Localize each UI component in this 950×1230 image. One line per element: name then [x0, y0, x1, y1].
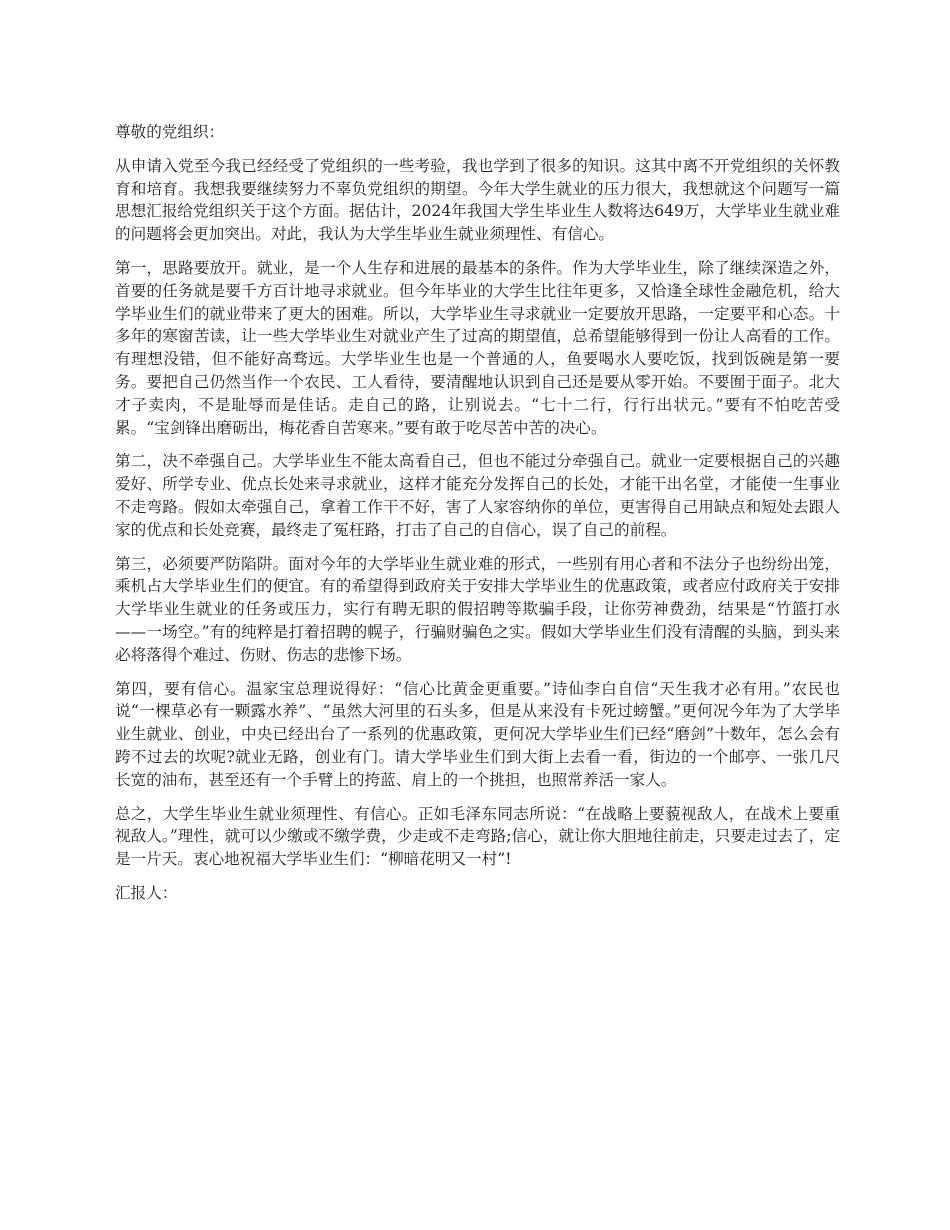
paragraph-fourth-point: 第四，要有信心。温家宝总理说得好：“信心比黄金更重要。”诗仙李白自信“天生我才必有用。”农民也说“一棵草必有一颗露水养”、“虽然大河里的石头多，但是从来没有卡死过螃蟹。”更何况今年为了大学毕业生就业、创业，中央已经出台了一系列的优惠政策，更何况大学毕业生们已经“磨剑”十数年，怎么会有跨不过去的坎呢?就业无路，创业有门。请大学毕业生们到大街上去看一看，街边的一个邮亭、一张几尺长宽的油布，甚至还有一个手臂上的挎蓝、肩上的一个挑担，也照常养活一家人。: [115, 679, 840, 789]
paragraph-intro: 从申请入党至今我已经经受了党组织的一些考验，我也学到了很多的知识。这其中离不开党组织的关怀教育和培育。我想我要继续努力不辜负党组织的期望。今年大学生就业的压力很大，我想就这个问题写一篇思想汇报给党组织关于这个方面。据估计，2024年我国大学生毕业生人数将达649万，大学毕业生就业难的问题将会更加突出。对此，我认为大学生毕业生就业须理性、有信心。: [115, 156, 840, 244]
signature-line: 汇报人：: [115, 883, 178, 902]
paragraph-first-point: 第一，思路要放开。就业，是一个人生存和进展的最基本的条件。作为大学毕业生，除了继续深造之外，首要的任务就是要千方百计地寻求就业。但今年毕业的大学生比往年更多，又恰逢全球性金融危机，给大学毕业生们的就业带来了更大的困难。所以，大学毕业生寻求就业一定要放开思路，一定要平和心态。十多年的寒窗苦读，让一些大学毕业生对就业产生了过高的期望值，总希望能够得到一份让人高看的工作。有理想没错，但不能好高骛远。大学毕业生也是一个普通的人，鱼要喝水人要吃饭，找到饭碗是第一要务。要把自己仍然当作一个农民、工人看待，要清醒地认识到自己还是要从零开始。不要囿于面子。北大才子卖肉，不是耻辱而是佳话。走自己的路，让别说去。“七十二行，行行出状元。”要有不怕吃苦受累。“宝剑锋出磨砺出，梅花香自苦寒来。”要有敢于吃尽苦中苦的决心。: [115, 258, 840, 437]
salutation: 尊敬的党组织：: [115, 123, 225, 141]
paragraph-conclusion: 总之，大学生毕业生就业须理性、有信心。正如毛泽东同志所说：“在战略上要藐视敌人，在战术上要重视敌人。”理性，就可以少缴或不缴学费，少走或不走弯路;信心，就让你大胆地往前走，只要走过去了，定是一片天。衷心地祝福大学毕业生们：“柳暗花明又一村”!: [115, 804, 840, 869]
paragraph-third-point: 第三，必须要严防陷阱。面对今年的大学毕业生就业难的形式，一些别有用心者和不法分子也纷纷出笼，乘机占大学毕业生们的便宜。有的希望得到政府关于安排大学毕业生的优惠政策，或者应付政府关于安排大学毕业生就业的任务或压力，实行有聘无职的假招聘等欺骗手段，让你劳神费劲，结果是“竹篮打水——一场空。”有的纯粹是打着招聘的幌子，行骗财骗色之实。假如大学毕业生们没有清醒的头脑，到头来必将落得个难过、伤财、伤志的悲惨下场。: [115, 554, 840, 664]
paragraph-second-point: 第二，决不牵强自己。大学毕业生不能太高看自己，但也不能过分牵强自己。就业一定要根据自己的兴趣爱好、所学专业、优点长处来寻求就业，这样才能充分发挥自己的长处，才能干出名堂，才能使一生事业不走弯路。假如太牵强自己，拿着工作干不好，害了人家容纳你的单位，更害得自己用缺点和短处去跟人家的优点和长处竞赛，最终走了冤枉路，打击了自己的自信心，误了自己的前程。: [115, 452, 840, 539]
document-page: [115, 121, 840, 916]
